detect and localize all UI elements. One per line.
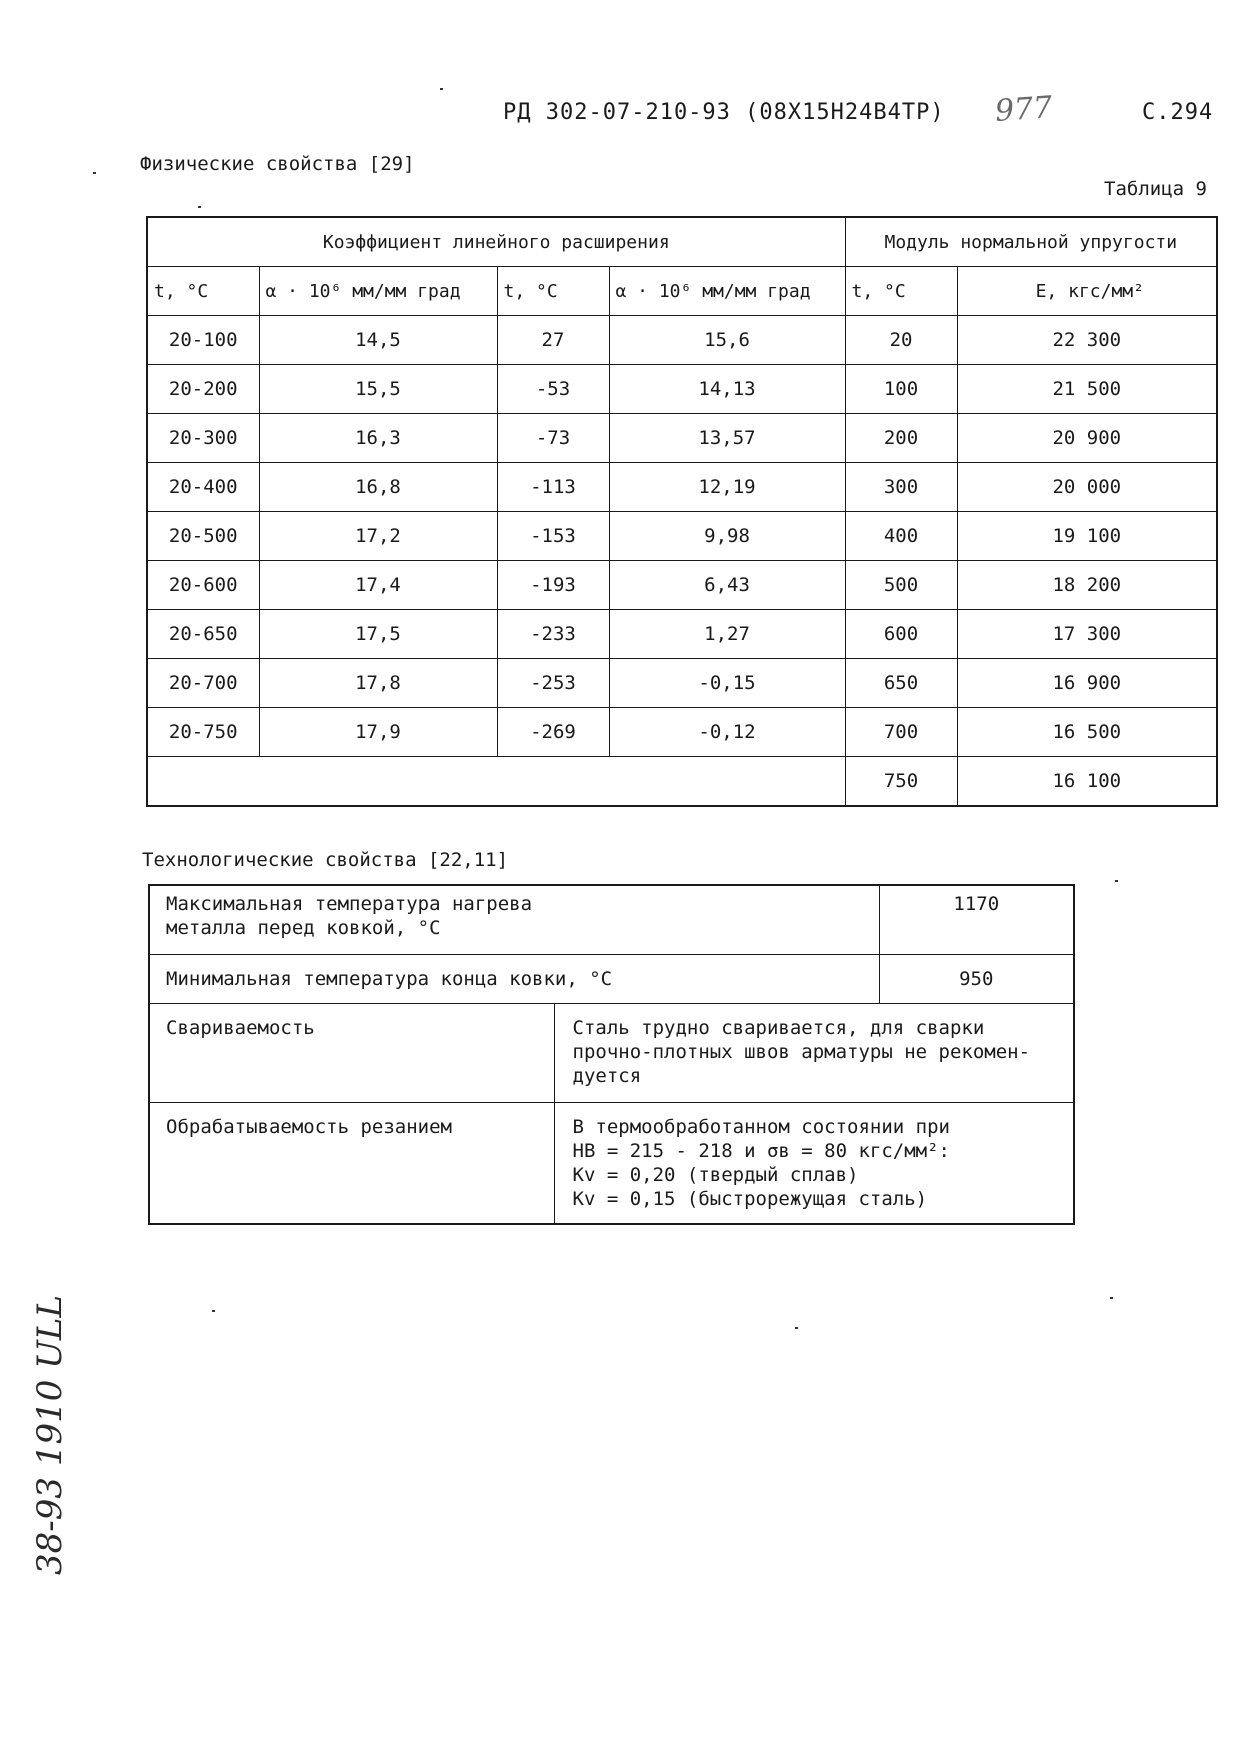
- table-cell: -0,15: [609, 659, 845, 708]
- table-row: [147, 316, 1217, 365]
- page-number: С.294: [1142, 100, 1214, 125]
- table-row: [147, 610, 1217, 659]
- technological-properties-title: Технологические свойства [22,11]: [142, 849, 509, 871]
- text-line: металла перед ковкой, °C: [166, 917, 441, 939]
- table-row: [147, 512, 1217, 561]
- table-cell: 20-100: [147, 316, 259, 365]
- table-cell: 20-400: [147, 463, 259, 512]
- scan-speck: [1115, 880, 1118, 882]
- table-cell: -269: [497, 708, 609, 757]
- text-line: Kv = 0,15 (быстрорежущая сталь): [572, 1188, 928, 1210]
- table-cell: -253: [497, 659, 609, 708]
- text-line: прочно-плотных швов арматуры не рекомен-: [572, 1041, 1031, 1063]
- column-header: t, °C: [497, 267, 609, 316]
- table-cell: 200: [845, 414, 957, 463]
- table-cell: 1,27: [609, 610, 845, 659]
- table-cell: 16 100: [957, 757, 1217, 807]
- scan-speck: [198, 206, 201, 208]
- table-cell: 20 900: [957, 414, 1217, 463]
- table-cell: -113: [497, 463, 609, 512]
- table-cell: 20-500: [147, 512, 259, 561]
- table-cell: -0,12: [609, 708, 845, 757]
- table-cell: 20: [845, 316, 957, 365]
- table-cell: 22 300: [957, 316, 1217, 365]
- table-cell: 15,5: [259, 365, 497, 414]
- table-subheader-row: [147, 267, 1217, 316]
- physical-properties-title: Физические свойства [29]: [140, 153, 415, 175]
- table-cell: 20-300: [147, 414, 259, 463]
- document-code: РД 302-07-210-93 (08Х15Н24В4ТР): [503, 100, 945, 125]
- table-cell: -233: [497, 610, 609, 659]
- table-cell: 9,98: [609, 512, 845, 561]
- table-cell: -153: [497, 512, 609, 561]
- column-header: t, °C: [147, 267, 259, 316]
- table-row: [147, 463, 1217, 512]
- machinability-value: [554, 1103, 1074, 1225]
- table-cell: 19 100: [957, 512, 1217, 561]
- table-row: [149, 955, 1074, 1004]
- table-cell: 16 500: [957, 708, 1217, 757]
- expansion-group-header: Коэффициент линейного расширения: [147, 217, 845, 267]
- table-cell: 17,4: [259, 561, 497, 610]
- table-cell: 12,19: [609, 463, 845, 512]
- machinability-label: Обрабатываемость резанием: [149, 1103, 554, 1225]
- handwritten-margin-note: 38-93 1910 ULL: [30, 1295, 70, 1575]
- table-cell: 300: [845, 463, 957, 512]
- table-row: [147, 414, 1217, 463]
- table-cell: 100: [845, 365, 957, 414]
- max-temperature-label: [149, 885, 879, 955]
- table-cell: -193: [497, 561, 609, 610]
- column-header: t, °C: [845, 267, 957, 316]
- table-row: [147, 365, 1217, 414]
- text-line: Сталь трудно сваривается, для сварки: [572, 1017, 985, 1039]
- column-header: α · 10⁶ мм/мм град: [259, 267, 497, 316]
- table-cell: 600: [845, 610, 957, 659]
- min-temperature-value: 950: [879, 955, 1074, 1004]
- table-cell: 700: [845, 708, 957, 757]
- weldability-label: Свариваемость: [149, 1004, 554, 1103]
- table-cell: 17,8: [259, 659, 497, 708]
- table-cell: 20-200: [147, 365, 259, 414]
- table-cell: 13,57: [609, 414, 845, 463]
- min-temperature-label: Минимальная температура конца ковки, °C: [149, 955, 879, 1004]
- text-line: Максимальная температура нагрева: [166, 893, 533, 915]
- table-cell: 400: [845, 512, 957, 561]
- table-cell: 14,5: [259, 316, 497, 365]
- technological-properties-table: [148, 884, 1075, 1225]
- max-temperature-value: 1170: [879, 885, 1074, 955]
- table-cell: -53: [497, 365, 609, 414]
- text-line: НВ = 215 - 218 и σв = 80 кгс/мм²:: [572, 1140, 950, 1162]
- column-header: E, кгс/мм²: [957, 267, 1217, 316]
- table-cell: 17,5: [259, 610, 497, 659]
- weldability-value: [554, 1004, 1074, 1103]
- table-cell: 21 500: [957, 365, 1217, 414]
- table-cell: 750: [845, 757, 957, 807]
- table-cell: 650: [845, 659, 957, 708]
- table-cell: 17,2: [259, 512, 497, 561]
- table-cell: 16 900: [957, 659, 1217, 708]
- table-cell: 18 200: [957, 561, 1217, 610]
- table-cell: 20-650: [147, 610, 259, 659]
- scan-speck: [1110, 1297, 1113, 1299]
- table-row: [149, 1004, 1074, 1103]
- scan-speck: [93, 172, 96, 174]
- table-row: [147, 561, 1217, 610]
- table-cell: 20 000: [957, 463, 1217, 512]
- table-group-header-row: [147, 217, 1217, 267]
- scan-speck: [795, 1327, 798, 1329]
- text-line: В термообработанном состоянии при: [572, 1116, 950, 1138]
- table-label: Таблица 9: [1104, 178, 1207, 200]
- table-cell: -73: [497, 414, 609, 463]
- table-cell: 6,43: [609, 561, 845, 610]
- text-line: дуется: [572, 1065, 642, 1087]
- table-cell: 27: [497, 316, 609, 365]
- table-row: [147, 757, 1217, 807]
- table-cell: 500: [845, 561, 957, 610]
- table-cell: 15,6: [609, 316, 845, 365]
- table-cell: 16,3: [259, 414, 497, 463]
- table-row: [147, 708, 1217, 757]
- empty-cell: [147, 757, 845, 807]
- column-header: α · 10⁶ мм/мм град: [609, 267, 845, 316]
- text-line: Kv = 0,20 (твердый сплав): [572, 1164, 859, 1186]
- table-cell: 20-700: [147, 659, 259, 708]
- modulus-group-header: Модуль нормальной упругости: [845, 217, 1217, 267]
- table-cell: 17,9: [259, 708, 497, 757]
- handwritten-page-mark: 977: [993, 90, 1054, 129]
- table-row: [149, 885, 1074, 955]
- physical-properties-table: [146, 216, 1218, 807]
- table-cell: 16,8: [259, 463, 497, 512]
- table-cell: 17 300: [957, 610, 1217, 659]
- scan-speck: [212, 1310, 215, 1312]
- table-row: [149, 1103, 1074, 1225]
- scan-speck: [440, 88, 443, 90]
- table-cell: 14,13: [609, 365, 845, 414]
- table-row: [147, 659, 1217, 708]
- table-cell: 20-750: [147, 708, 259, 757]
- table-cell: 20-600: [147, 561, 259, 610]
